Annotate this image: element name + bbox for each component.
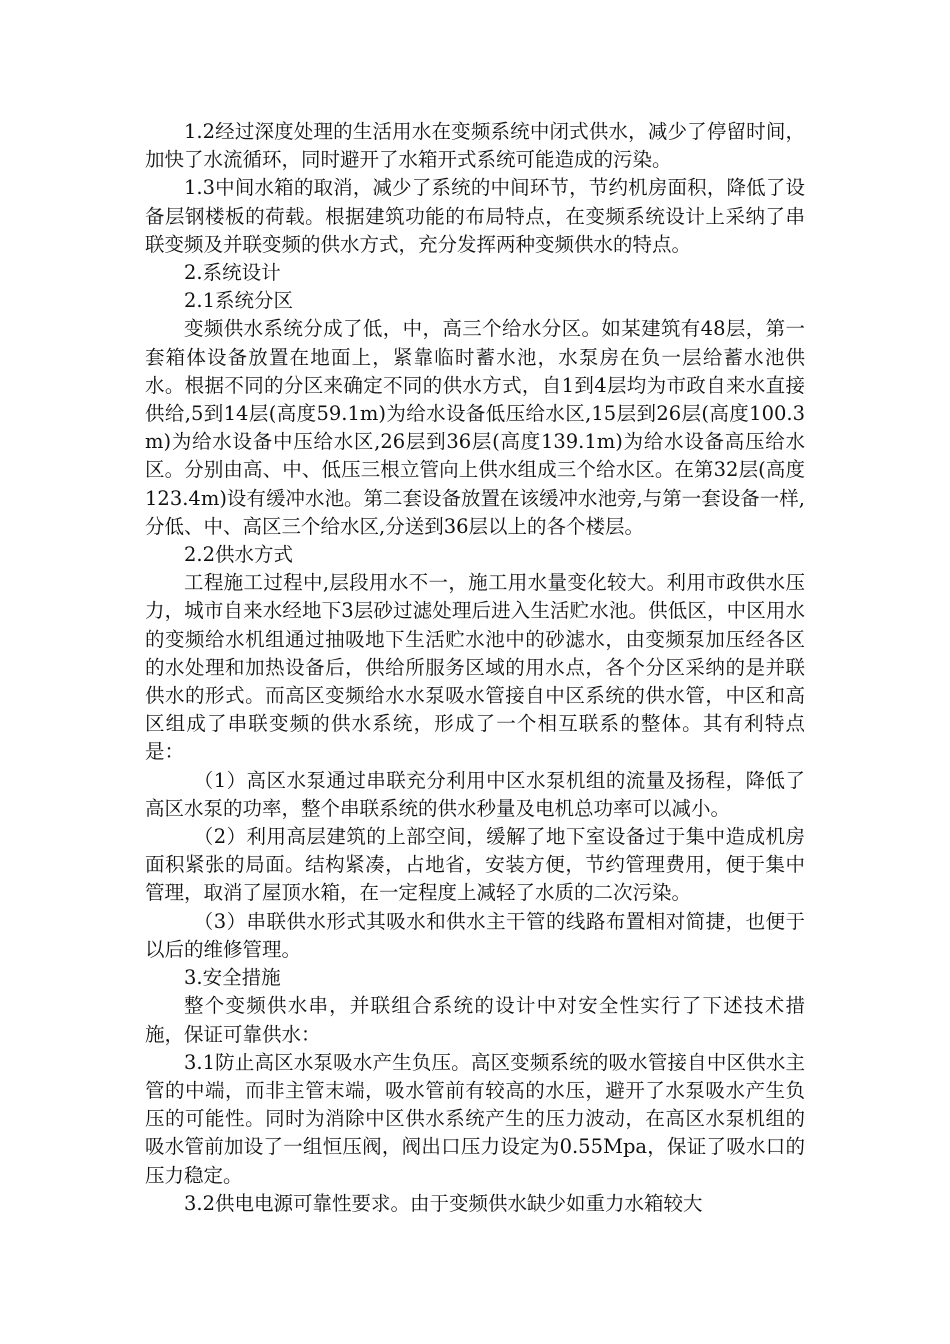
list-item-2: （2）利用高层建筑的上部空间，缓解了地下室设备过于集中造成机房面积紧张的局面。结构紧凑，占地省，安装方便，节约管理费用，便于集中管理，取消了屋顶水箱，在一定程度上减轻了水质的二次污染。 xyxy=(145,825,805,905)
subsection-heading-2-2: 2.2供水方式 xyxy=(184,543,294,567)
list-item-1: （1）高区水泵通过串联充分利用中区水泵机组的流量及扬程，降低了高区水泵的功率，整个串联系统的供水秒量及电机总功率可以减小。 xyxy=(145,768,805,820)
list-item-3: （3）串联供水形式其吸水和供水主干管的线路布置相对简捷，也便于以后的维修管理。 xyxy=(145,909,805,961)
section-heading-2: 2.系统设计 xyxy=(184,261,281,285)
paragraph-3-1: 3.1防止高区水泵吸水产生负压。高区变频系统的吸水管接自中区供水主管的中端，而非主管末端，吸水管前有较高的水压，避开了水泵吸水产生负压的可能性。同时为消除中区供水系统产生的压力波动，在高区水泵机组的吸水管前加设了一组恒压阀，阀出口压力设定为0.55Mpa，保证了吸水口的压力稳定。 xyxy=(145,1050,805,1187)
section-heading-3: 3.安全措施 xyxy=(184,966,281,990)
paragraph-supply-method: 工程施工过程中,层段用水不一，施工用水量变化较大。利用市政供水压力，城市自来水经地下3层砂过滤处理后进入生活贮水池。供低区，中区用水的变频给水机组通过抽吸地下生活贮水池中的砂滤水，由变频泵加压经各区的水处理和加热设备后，供给所服务区域的用水点，各个分区采纳的是并联供水的形式。而高区变频给水水泵吸水管接自中区系统的供水管，中区和高区组成了串联变频的供水系统，形成了一个相互联系的整体。其有利特点是： xyxy=(145,571,805,764)
paragraph-3-2: 3.2供电电源可靠性要求。由于变频供水缺少如重力水箱较大 xyxy=(184,1191,703,1215)
paragraph-zoning: 变频供水系统分成了低，中，高三个给水分区。如某建筑有48层，第一套箱体设备放置在地面上，紧靠临时蓄水池，水泵房在负一层给蓄水池供水。根据不同的分区来确定不同的供水方式，自1到4层均为市政自来水直接供给,5到14层(高度59.1m)为给水设备低压给水区,15层到26层(高度100.3m)为给水设备中压给水区,26层到36层(高度139.1m)为给水设备高压给水区。分别由高、中、低压三根立管向上供水组成三个给水区。在第32层(高度123.4m)设有缓冲水池。第二套设备放置在该缓冲水池旁,与第一套设备一样,分低、中、高区三个给水区,分送到36层以上的各个楼层。 xyxy=(145,317,805,538)
subsection-heading-2-1: 2.1系统分区 xyxy=(184,289,294,313)
paragraph-1-2: 1.2经过深度处理的生活用水在变频系统中闭式供水，减少了停留时间，加快了水流循环，同时避开了水箱开式系统可能造成的污染。 xyxy=(145,120,805,172)
paragraph-safety-intro: 整个变频供水串，并联组合系统的设计中对安全性实行了下述技术措施，保证可靠供水： xyxy=(145,994,805,1046)
paragraph-1-3: 1.3中间水箱的取消，减少了系统的中间环节，节约机房面积，降低了设备层钢楼板的荷载。根据建筑功能的布局特点，在变频系统设计上采纳了串联变频及并联变频的供水方式，充分发挥两种变频供水的特点。 xyxy=(145,176,805,256)
document-body xyxy=(145,118,805,1218)
